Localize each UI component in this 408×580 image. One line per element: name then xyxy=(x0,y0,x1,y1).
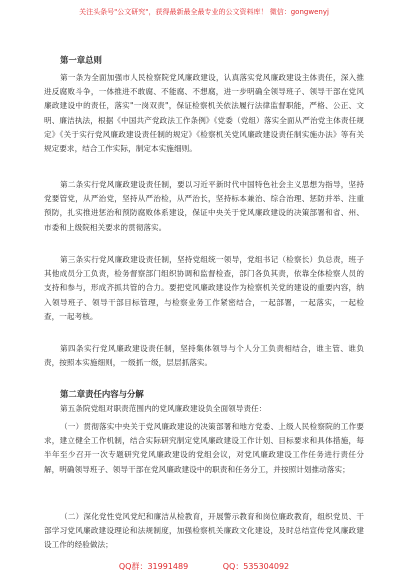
header-banner: 关注头条号"公文研究"，获得最新最全最专业的公文资料库！ 微信：gongwenyj xyxy=(79,8,329,16)
footer-qq: QQ：535304092 xyxy=(222,562,290,571)
chapter-2-heading: 第二章责任内容与分解 xyxy=(60,389,144,399)
footer-contact xyxy=(0,562,408,572)
article-3-paragraph: 第三条实行党风廉政建设责任制，坚持党组统一领导，党组书记（检察长）负总责，班子其他成员分工负责，检务督察部门组织协调和监督检查，部门各负其责，依靠全体检察人员的支持和参与，形成齐抓共管的合力。要把党风廉政建设作为检察机关党的建设的重要内容，纳入领导班子、领导干部目标管理，与检察业务工作紧密结合，一起部署，一起落实，一起检查，一起考核。 xyxy=(44,255,364,321)
article-4-paragraph: 第四条实行党风廉政建设责任制，坚持集体领导与个人分工负责相结合，谁主管、谁负责，按照本实施细则，一级抓一级，层层抓落实。 xyxy=(44,344,364,368)
article-5-item-1: （一）贯彻落实中央关于党风廉政建设的决策部署和地方党委、上级人民检察院的工作要求，建立健全工作机制，结合实际研究制定党风廉政建设工作计划、目标要求和具体措施，每半年至少召开一次专题研究党风廉政建设的党组会议，对党风廉政建设工作任务进行责任分解，明确领导班子、领导干部在党风廉政建设中的职责和任务分工，并按照计划推动落实； xyxy=(44,422,364,474)
article-1-paragraph: 第一条为全面加强市人民检察院党风廉政建设，认真落实党风廉政建设主体责任，深入推进反腐败斗争，一体推进不敢腐、不能腐、不想腐，进一步明确全领导班子、领导干部在党风廉政建设中的责任，落实"一岗双责"，保证检察机关依法履行法律监督职能，严格、公正、文明、廉洁执法，根据《中国共产党政法工作条例》《党委（党组）落实全面从严治党主体责任规定》《关于实行党风廉政建设责任制的规定》《检察机关党风廉政建设责任制实施办法》等有关规定要求，结合工作实际，制定本实施细则。 xyxy=(44,73,364,154)
article-5-item-2: （二）深化党性党风党纪和廉洁从检教育，开展警示教育和岗位廉政教育，组织党员、干部学习党风廉政建设理论和法规制度，加强检察机关廉政文化建设，及时总结宣传党风廉政建设工作的经验做法； xyxy=(44,512,364,550)
footer-qq-group: QQ群：31991489 xyxy=(118,562,189,571)
article-2-paragraph: 第二条实行党风廉政建设责任制，要以习近平新时代中国特色社会主义思想为指导，坚持党要管党，从严治党，坚持从严治检，从严治长，坚持标本兼治、综合治理、惩防并举、注重预防，扎实推进惩治和预防腐败体系建设，保证中央关于党风廉政建设的决策部署和省、州、市委和上级院相关要求的贯彻落实。 xyxy=(44,180,364,232)
chapter-1-heading: 第一章总则 xyxy=(60,55,102,65)
article-5-paragraph: 第五条院党组对职责范围内的党风廉政建设负全面领导责任： xyxy=(60,404,267,413)
